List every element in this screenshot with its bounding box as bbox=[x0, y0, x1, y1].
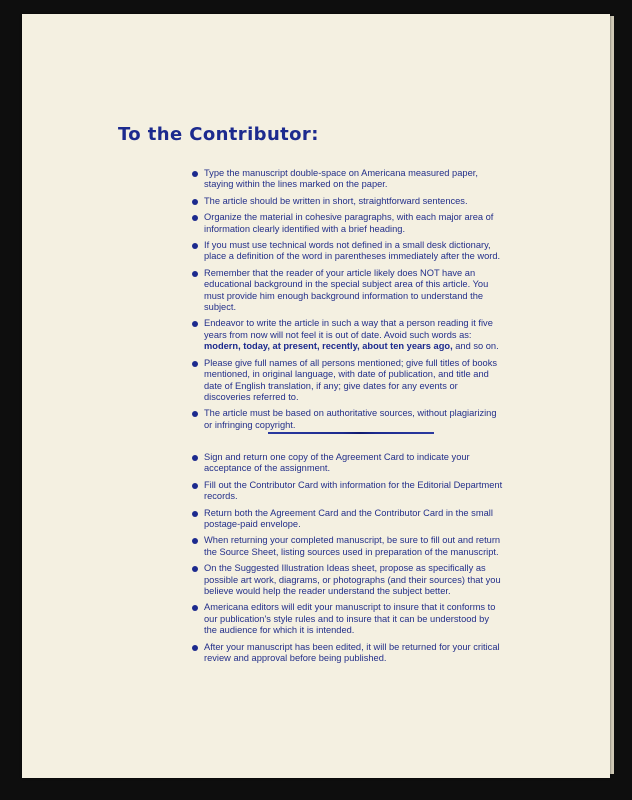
list-item bbox=[192, 358, 504, 404]
list-item bbox=[192, 318, 504, 352]
item-text: Organize the material in cohesive paragraphs, with each major area of information clearly identified with a brief heading. bbox=[204, 212, 494, 234]
page-title: To the Contributor: bbox=[118, 124, 319, 145]
list-item bbox=[192, 268, 504, 314]
item-text: When returning your completed manuscript, be sure to fill out and return the Source Sheet, listing sources used in preparation of the manuscript. bbox=[204, 535, 501, 557]
item-text: If you must use technical words not defined in a small desk dictionary, place a definition of the word in parentheses immediately after the word. bbox=[204, 240, 501, 262]
list-item bbox=[192, 508, 504, 531]
section-divider bbox=[268, 432, 434, 434]
list-item bbox=[192, 196, 504, 207]
item-text: The article must be based on authoritative sources, without plagiarizing or infringing copyright. bbox=[204, 408, 497, 430]
list-item bbox=[192, 168, 504, 191]
list-item bbox=[192, 602, 504, 636]
list-item bbox=[192, 535, 504, 558]
item-text-tail: and so on. bbox=[455, 341, 499, 352]
item-text: On the Suggested Illustration Ideas sheet, propose as specifically as possible art work, diagrams, or photographs (and their sources) that you believe would help the reader understand the subject better. bbox=[204, 563, 501, 597]
item-text: Return both the Agreement Card and the Contributor Card in the small postage-paid envelope. bbox=[204, 507, 493, 530]
procedures-list bbox=[192, 452, 504, 670]
instructions-list bbox=[192, 168, 504, 436]
list-item bbox=[192, 480, 504, 503]
item-text: Type the manuscript double-space on Americana measured paper, staying within the lines marked on the paper. bbox=[204, 168, 478, 190]
emphasized-words: modern, today, at present, recently, about ten years ago, bbox=[204, 341, 453, 352]
list-item bbox=[192, 452, 504, 475]
item-text: Sign and return one copy of the Agreement Card to indicate your acceptance of the assignment. bbox=[204, 452, 470, 474]
list-item bbox=[192, 408, 504, 431]
item-text: Endeavor to write the article in such a way that a person reading it five years from now will not feel it is out of date. Avoid such words as: bbox=[204, 318, 493, 340]
item-text: Please give full names of all persons mentioned; give full titles of books mentioned, in original language, with date of publication, and title and date of English translation, if any; give dates for any events or discoveries referred to. bbox=[204, 357, 498, 402]
item-text: Remember that the reader of your article likely does NOT have an educational background in the special subject area of this article. You must provide him enough background information to understand the subject. bbox=[204, 267, 489, 313]
item-text: Americana editors will edit your manuscript to insure that it conforms to our publication's style rules and to insure that it can be understood by the audience for which it is intended. bbox=[204, 602, 496, 636]
item-text: Fill out the Contributor Card with information for the Editorial Department records. bbox=[204, 479, 503, 502]
item-text: The article should be written in short, straightforward sentences. bbox=[204, 195, 468, 206]
list-item bbox=[192, 240, 504, 263]
item-text: After your manuscript has been edited, it will be returned for your critical review and approval before being published. bbox=[204, 641, 500, 664]
list-item bbox=[192, 212, 504, 235]
list-item bbox=[192, 642, 504, 665]
list-item bbox=[192, 563, 504, 597]
